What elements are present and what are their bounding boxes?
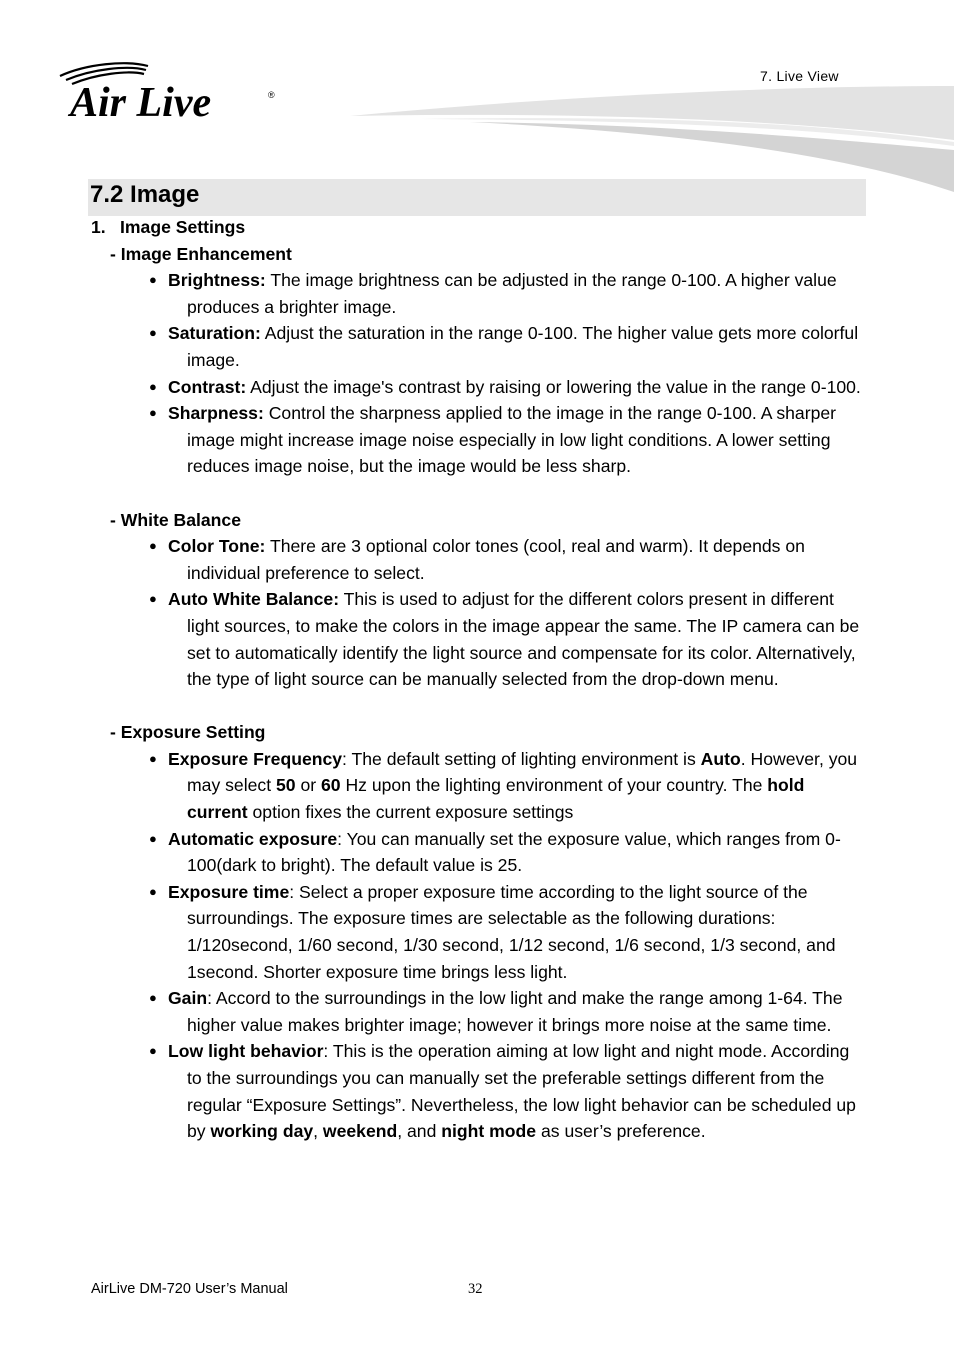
subheading-white-balance: - White Balance xyxy=(110,509,241,530)
white-balance-list xyxy=(0,533,954,693)
list-item: ● Auto White Balance: This is used to adjust for the different colors present in different light sources, to make the colors in the image appear the same. The IP camera can be set to automatically identify the light source and compensate for its color. Alternatively, the type of light source can be manually selected from the drop-down menu. xyxy=(149,589,860,690)
list-item: ● Low light behavior : This is the operation aiming at low light and night mode. According to the surroundings you can manually set the preferable settings different from the regular “Exposure Settings”. Nevertheless, the low light behavior can be scheduled up by working day, weekend, and night mode as user’s preference. xyxy=(149,1041,856,1142)
list-item: ● Color Tone: There are 3 optional color tones (cool, real and warm). It depends on individual preference to select. xyxy=(149,536,805,583)
svg-text:Air Live: Air Live xyxy=(70,80,212,126)
list-item: ● Gain : Accord to the surroundings in the low light and make the range among 1-64. The higher value makes brighter image; however it brings more noise at the same time. xyxy=(149,988,843,1035)
page-number: 32 xyxy=(468,1281,483,1297)
exposure-list xyxy=(0,746,954,1145)
svg-text:®: ® xyxy=(268,90,275,100)
list-item: ● Automatic exposure : You can manually set the exposure value, which ranges from 0-100(dark to bright). The default value is 25. xyxy=(149,828,841,876)
airlive-logo xyxy=(56,56,282,126)
subheading-image-enhancement: - Image Enhancement xyxy=(110,243,292,264)
list-item: ● Exposure Frequency : The default setting of lighting environment is Auto. However, you may select 50 or 60 Hz upon the lighting environment of your country. The hold current option fixes the current exposure settings xyxy=(149,748,858,823)
section-title: 7.2 Image xyxy=(90,181,200,208)
list-item: ● Sharpness: Control the sharpness applied to the image in the range 0-100. A sharper image might increase image noise especially in low light conditions. A lower setting reduces image noise, but the image would be less sharp. xyxy=(149,403,836,477)
enhancement-list xyxy=(0,267,954,480)
running-head: 7. Live View xyxy=(760,68,839,84)
footer-manual-title: AirLive DM-720 User’s Manual xyxy=(91,1281,288,1297)
list-item: ● Brightness: The image brightness can be adjusted in the range 0-100. A higher value produces a brighter image. xyxy=(149,270,837,317)
list-item: ● Saturation: Adjust the saturation in the range 0-100. The higher value gets more colorful image. xyxy=(149,323,859,370)
list-item: ● Exposure time : Select a proper exposure time according to the light source of the surroundings. The exposure times are selectable as the following durations: 1/120second, 1/60 second, 1/30 second, 1/12 second, 1/6 second, 1/3 second, and 1second. Shorter exposure time brings less light. xyxy=(149,881,836,982)
list-item: ● Contrast: Adjust the image's contrast by raising or lowering the value in the range 0-100. xyxy=(149,376,861,397)
page-content xyxy=(0,214,954,1145)
heading-image-settings: 1. Image Settings xyxy=(91,217,246,237)
section-title-bar xyxy=(88,179,866,216)
subheading-exposure-setting: - Exposure Setting xyxy=(110,722,266,743)
